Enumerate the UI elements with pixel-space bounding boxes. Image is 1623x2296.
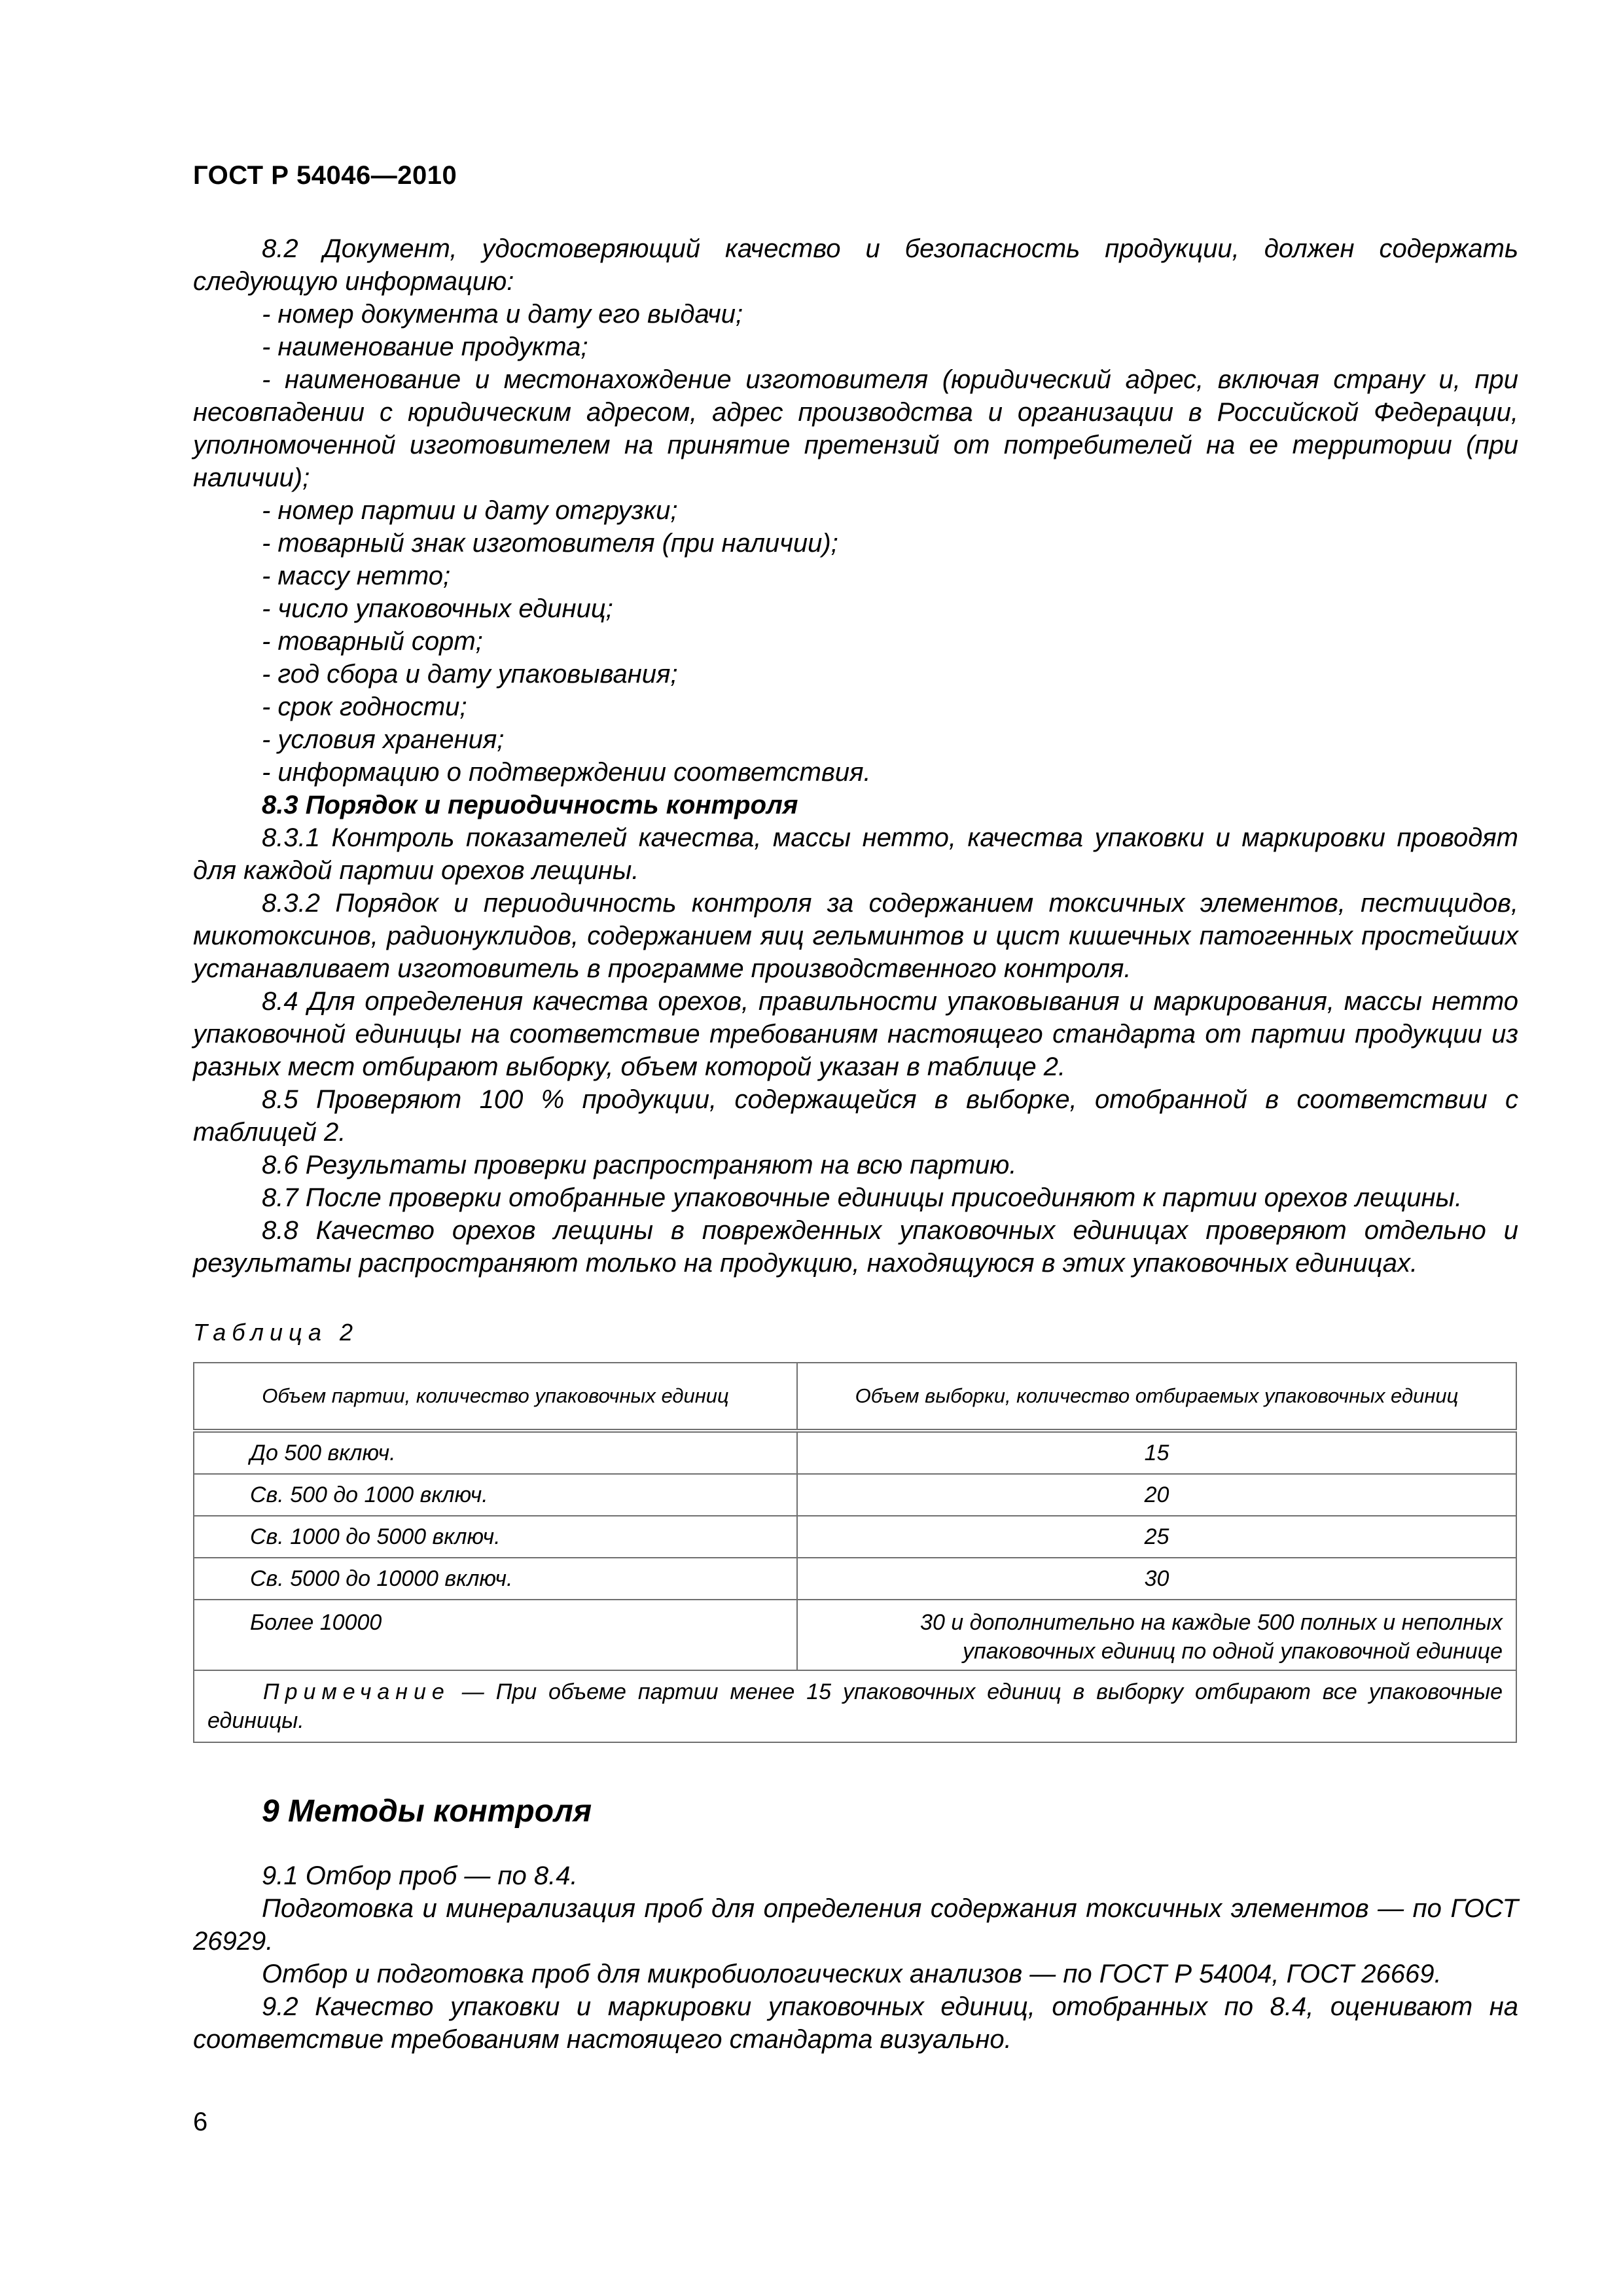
table-row [194, 1516, 1516, 1558]
section-heading-9: 9 Методы контроля [262, 1794, 592, 1829]
table-row [194, 1474, 1516, 1516]
table-cell: Св. 1000 до 5000 включ. [194, 1516, 797, 1558]
page-content [193, 232, 1518, 2056]
list-item: - наименование продукта; [262, 332, 588, 361]
table-cell: 30 и дополнительно на каждые 500 полных и неполных упаковочных единиц по одной упаковочной единице [797, 1600, 1516, 1670]
table-cell: Более 10000 [194, 1600, 797, 1670]
table-cell: 25 [797, 1516, 1516, 1558]
list-item: - товарный сорт; [262, 627, 483, 656]
column-header-lot-size: Объем партии, количество упаковочных единиц [194, 1363, 797, 1431]
paragraph-8-2: 8.2 Документ, удостоверяющий качество и безопасность продукции, должен содержать следующую информацию: [193, 234, 1518, 296]
paragraph-8-4: 8.4 Для определения качества орехов, правильности упаковывания и маркирования, массы нетто упаковочной единицы на соответствие требованиям настоящего стандарта от партии продукции из разных мест отбирают выборку, объем которой указан в таблице 2. [193, 987, 1518, 1081]
table-cell: Св. 5000 до 10000 включ. [194, 1558, 797, 1600]
table-cell: 20 [797, 1474, 1516, 1516]
table-cell: Св. 500 до 1000 включ. [194, 1474, 797, 1516]
table-cell: 30 [797, 1558, 1516, 1600]
paragraph-8-5: 8.5 Проверяют 100 % продукции, содержащейся в выборке, отобранной в соответствии с таблицей 2. [193, 1085, 1518, 1147]
list-item: - массу нетто; [262, 562, 451, 590]
paragraph-9-1b: Отбор и подготовка проб для микробиологических анализов — по ГОСТ Р 54004, ГОСТ 26669. [262, 1960, 1442, 1988]
note-label: Примечание [263, 1679, 450, 1704]
table-row [194, 1431, 1516, 1474]
list-item: - наименование и местонахождение изготовителя (юридический адрес, включая страну и, при несовпадении с юридическим адресом, адрес производства и организации в Российской Федерации, уполномоченной изготовителем на принятие претензий от потребителей на ее территории (при наличии); [193, 365, 1518, 492]
list-item: - товарный знак изготовителя (при наличии); [262, 529, 838, 558]
paragraph-8-3-2: 8.3.2 Порядок и периодичность контроля за содержанием токсичных элементов, пестицидов, микотоксинов, радионуклидов, содержанием яиц гельминтов и цист кишечных патогенных простейших устанавливает изготовитель в программе производственного контроля. [193, 889, 1518, 983]
paragraph-9-1a: Подготовка и минерализация проб для определения содержания токсичных элементов — по ГОСТ 26929. [193, 1894, 1518, 1956]
table-cell: До 500 включ. [194, 1431, 797, 1474]
subsection-heading-8-3: 8.3 Порядок и периодичность контроля [262, 791, 798, 819]
table-row [194, 1600, 1516, 1670]
table-row [194, 1558, 1516, 1600]
paragraph-9-2: 9.2 Качество упаковки и маркировки упаковочных единиц, отобранных по 8.4, оценивают на соответствие требованиям настоящего стандарта визуально. [193, 1992, 1518, 2054]
paragraph-8-8: 8.8 Качество орехов лещины в поврежденных упаковочных единицах проверяют отдельно и результаты распространяют только на продукцию, находящуюся в этих упаковочных единицах. [193, 1216, 1518, 1278]
note-text: — При объеме партии менее 15 упаковочных единиц в выборку отбирают все упаковочные единицы. [207, 1679, 1503, 1733]
paragraph-8-3-1: 8.3.1 Контроль показателей качества, массы нетто, качества упаковки и маркировки проводят для каждой партии орехов лещины. [193, 823, 1518, 885]
paragraph-8-6: 8.6 Результаты проверки распространяют на всю партию. [262, 1151, 1017, 1179]
table-note [194, 1670, 1516, 1742]
page-number: 6 [193, 2108, 208, 2136]
table-header-row [194, 1363, 1516, 1431]
list-item: - номер партии и дату отгрузки; [262, 496, 678, 525]
table-note-row [194, 1670, 1516, 1742]
table-caption: Таблица 2 [193, 1319, 359, 1346]
list-item: - число упаковочных единиц; [262, 594, 613, 623]
table-cell: 15 [797, 1431, 1516, 1474]
paragraph-9-1: 9.1 Отбор проб — по 8.4. [262, 1861, 578, 1890]
list-item: - условия хранения; [262, 725, 505, 754]
list-item: - год сбора и дату упаковывания; [262, 660, 678, 689]
list-item: - номер документа и дату его выдачи; [262, 300, 743, 329]
column-header-sample-size: Объем выборки, количество отбираемых упаковочных единиц [797, 1363, 1516, 1431]
paragraph-8-7: 8.7 После проверки отобранные упаковочные единицы присоединяют к партии орехов лещины. [262, 1183, 1463, 1212]
document-header: ГОСТ Р 54046—2010 [193, 161, 457, 190]
sampling-table [193, 1362, 1517, 1743]
list-item: - информацию о подтверждении соответствия. [262, 758, 871, 787]
list-item: - срок годности; [262, 692, 467, 721]
